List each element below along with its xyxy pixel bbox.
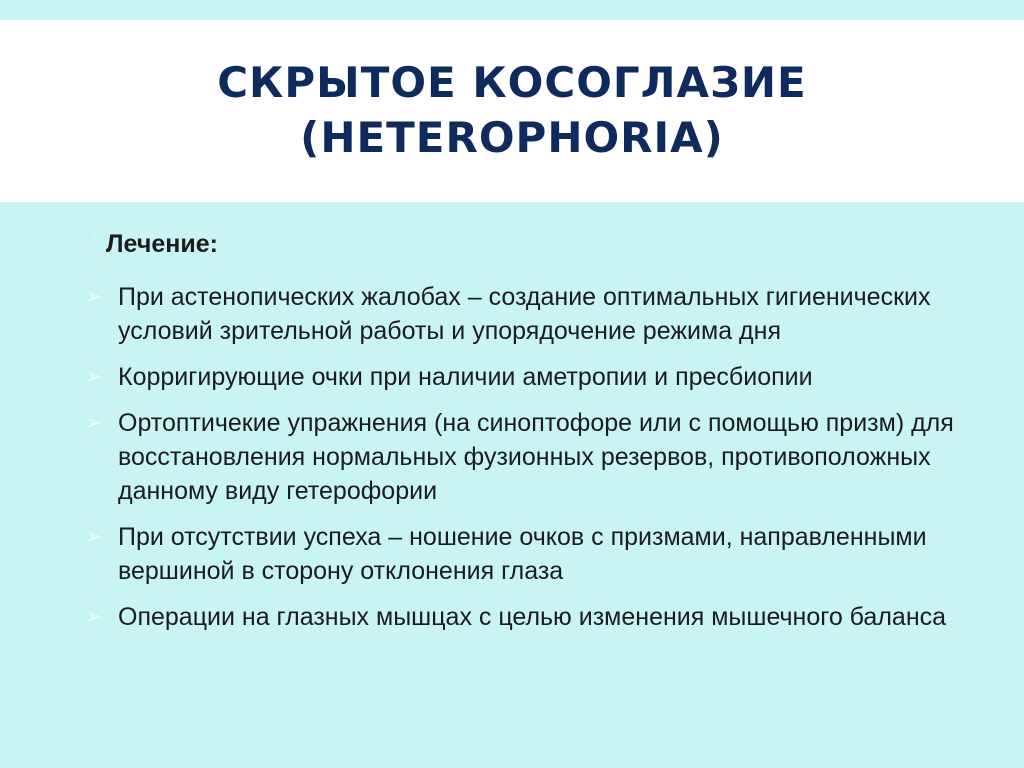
check-arrow-icon: ➢ [86, 286, 103, 308]
check-arrow-icon: ➢ [86, 366, 103, 388]
check-arrow-icon: ➢ [86, 412, 103, 434]
list-item-text: При отсутствии успеха – ношение очков с призмами, направленными вершиной в сторону отклонения глаза [118, 523, 927, 585]
title-line-1: СКРЫТОЕ КОСОГЛАЗИЕ [217, 58, 807, 107]
check-arrow-icon: ➢ [86, 606, 103, 628]
list-item-text: Операции на глазных мышцах с целью изменения мышечного баланса [118, 603, 947, 631]
list-item [86, 520, 966, 588]
check-arrow-icon: ➢ [86, 526, 103, 548]
slide-title [0, 55, 1024, 165]
list-item [86, 280, 966, 348]
treatment-heading: Лечение: [106, 230, 218, 258]
list-item-text: Ортоптичекие упражнения (на синоптофоре или с помощью призм) для восстановления нормальных фузионных резервов, противоположных данному виду гетерофории [118, 409, 954, 505]
title-line-2: (HETEROPHORIA) [300, 113, 724, 162]
treatment-heading-row [86, 228, 966, 260]
list-item-text: При астенопических жалобах – создание оптимальных гигиенических условий зрительной работы и упорядочение режима дня [118, 283, 931, 345]
list-item [86, 600, 966, 634]
list-item [86, 360, 966, 394]
slide-content [86, 228, 966, 646]
dot-bullet-icon: • [86, 229, 91, 245]
list-item-text: Корригирующие очки при наличии аметропии и пресбиопии [118, 363, 813, 391]
list-item [86, 406, 966, 508]
